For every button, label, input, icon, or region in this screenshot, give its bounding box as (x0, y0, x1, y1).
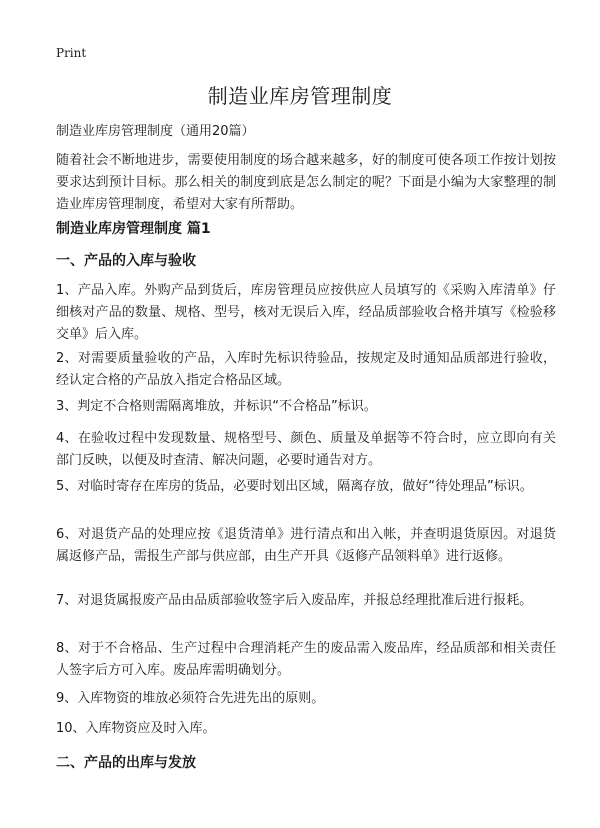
section-heading-inbound: 一、产品的入库与验收 (56, 253, 196, 269)
part-title: 制造业库房管理制度 篇1 (56, 221, 211, 237)
document-subtitle: 制造业库房管理制度（通用20篇） (56, 124, 255, 139)
list-item: 6、对退货产品的处理应按《退货清单》进行清点和出入帐，并查明退货原因。对退货属返修产品，需报生产部与供应部，由生产开具《返修产品领料单》进行返修。 (56, 527, 556, 564)
list-item: 4、在验收过程中发现数量、规格型号、颜色、质量及单据等不符合时，应立即向有关部门反映，以便及时查清、解决问题，必要时通告对方。 (56, 431, 556, 468)
list-item: 8、对于不合格品、生产过程中合理消耗产生的废品需入废品库，经品质部和相关责任人签字后方可入库。废品库需明确划分。 (56, 641, 556, 678)
list-item: 7、对退货属报废产品由品质部验收签字后入废品库，并报总经理批准后进行报耗。 (56, 593, 533, 608)
list-item: 3、判定不合格则需隔离堆放，并标识“不合格品”标识。 (56, 399, 377, 414)
list-item: 5、对临时寄存在库房的货品，必要时划出区域，隔离存放，做好“待处理品”标识。 (56, 479, 533, 494)
section-heading-outbound: 二、产品的出库与发放 (56, 755, 196, 771)
list-item: 9、入库物资的堆放必须符合先进先出的原则。 (56, 691, 325, 706)
list-item: 2、对需要质量验收的产品，入库时先标识待验品，按规定及时通知品质部进行验收，经认定合格的产品放入指定合格品区域。 (56, 351, 556, 388)
list-item: 10、入库物资应及时入库。 (56, 721, 216, 736)
document-title: 制造业库房管理制度 (207, 84, 393, 108)
list-item: 1、产品入库。外购产品到货后，库房管理员应按供应人员填写的《采购入库清单》仔细核对产品的数量、规格、型号，核对无误后入库，经品质部验收合格并填写《检验移交单》后入库。 (56, 283, 556, 342)
intro-paragraph: 随着社会不断地进步，需要使用制度的场合越来越多，好的制度可使各项工作按计划按要求达到预计目标。那么相关的制度到底是怎么制定的呢？下面是小编为大家整理的制造业库房管理制度，希望对大家有所帮助。 (56, 153, 556, 212)
print-label: Print (56, 46, 87, 60)
